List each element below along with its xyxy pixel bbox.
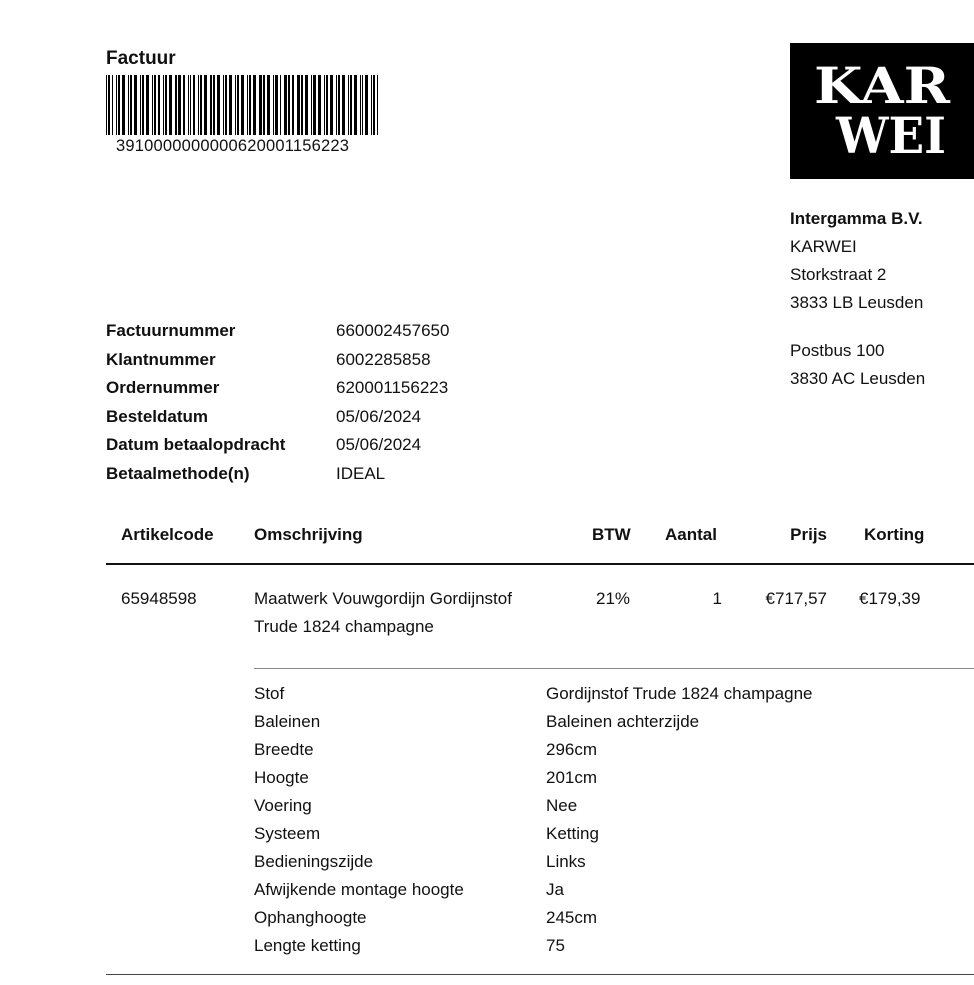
detail-row [254,820,813,848]
detail-row [254,764,813,792]
detail-label: Voering [254,796,312,815]
row-vat: 21% [596,589,631,608]
meta-row-invoice-number [106,317,449,346]
detail-row [254,792,813,820]
detail-value: 75 [546,936,565,955]
row-price: €717,57 [765,589,827,608]
barcode-number: 3910000000000620001156223 [116,137,350,155]
meta-row-customer-number [106,346,449,375]
document-title: Factuur [106,48,176,69]
column-header-vat: BTW [592,525,631,544]
postbox-city: 3830 AC Leusden [790,369,926,388]
detail-row [254,876,813,904]
meta-row-payment-method [106,460,449,489]
meta-value: 6002285858 [336,349,431,369]
meta-row-order-number [106,374,449,403]
company-name: Intergamma B.V. [790,209,923,228]
logo-line-2: WEI [835,106,946,165]
meta-value: IDEAL [336,463,386,483]
detail-value: Gordijnstof Trude 1824 champagne [546,684,813,703]
detail-label: Baleinen [254,712,321,731]
detail-value: 245cm [546,908,598,927]
barcode-image [106,75,382,135]
row-description-line-1: Maatwerk Vouwgordijn Gordijnstof [254,589,512,608]
detail-value: Ja [546,880,564,899]
company-address [790,205,923,317]
invoice-meta [106,317,449,488]
detail-label: Breedte [254,740,314,759]
company-postbox [790,337,925,393]
detail-value: Links [546,852,586,871]
meta-value: 660002457650 [336,321,450,341]
meta-label: Datum betaalopdracht [106,435,286,455]
detail-label: Ophanghoogte [254,908,367,927]
detail-label: Stof [254,684,285,703]
detail-value: 201cm [546,768,598,787]
column-header-price: Prijs [790,525,827,544]
meta-row-payment-date [106,431,449,460]
row-description-line-2: Trude 1824 champagne [254,617,434,636]
meta-label: Factuurnummer [106,321,236,341]
product-details [254,680,813,960]
meta-value: 620001156223 [336,378,449,398]
detail-row [254,904,813,932]
detail-row [254,848,813,876]
detail-label: Afwijkende montage hoogte [254,880,464,899]
column-header-discount: Korting [864,525,925,544]
details-divider [254,668,974,669]
table-bottom-divider [106,974,974,975]
detail-label: Hoogte [254,768,309,787]
table-header-divider [106,563,974,565]
detail-row [254,932,813,960]
column-header-quantity: Aantal [665,525,717,544]
meta-label: Ordernummer [106,378,220,398]
detail-row [254,680,813,708]
meta-row-order-date [106,403,449,432]
detail-label: Lengte ketting [254,936,361,955]
detail-value: 296cm [546,740,598,759]
company-street: Storkstraat 2 [790,265,887,284]
column-header-article-code: Artikelcode [121,525,214,544]
row-article-code: 65948598 [121,589,197,608]
detail-row [254,708,813,736]
company-brand: KARWEI [790,237,857,256]
logo-line-1: KAR [814,56,951,115]
meta-label: Betaalmethode(n) [106,463,250,483]
meta-value: 05/06/2024 [336,406,422,426]
row-discount: €179,39 [859,589,921,608]
row-description [254,585,512,641]
postbox-line: Postbus 100 [790,341,885,360]
detail-label: Bedieningszijde [254,852,374,871]
meta-label: Klantnummer [106,349,216,369]
detail-value: Nee [546,796,578,815]
column-header-description: Omschrijving [254,525,363,544]
row-quantity: 1 [712,589,722,608]
detail-row [254,736,813,764]
meta-value: 05/06/2024 [336,435,422,455]
detail-value: Baleinen achterzijde [546,712,700,731]
company-city: 3833 LB Leusden [790,293,924,312]
detail-label: Systeem [254,824,321,843]
karwei-logo [790,43,974,179]
detail-value: Ketting [546,824,599,843]
meta-label: Besteldatum [106,406,209,426]
